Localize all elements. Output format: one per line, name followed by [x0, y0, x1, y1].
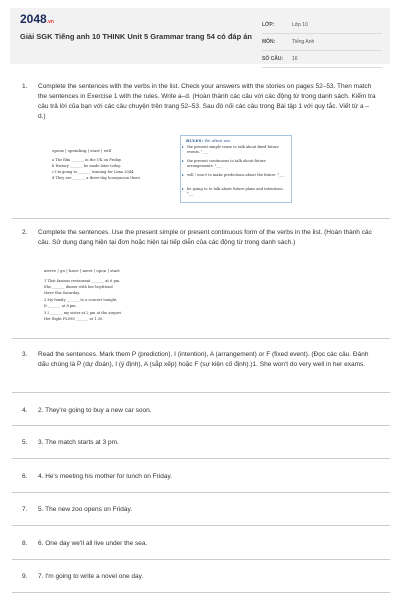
divider — [12, 425, 390, 426]
document-header — [10, 8, 390, 64]
rule-item: ▸ the present continuous to talk about future arrangements. ²___ — [187, 159, 287, 169]
exercise1-line: a The film _______ in the UK on Friday. — [52, 158, 122, 162]
page-title: Giải SGK Tiếng anh 10 THINK Unit 5 Grammar trang 54 có đáp án — [20, 32, 252, 41]
meta-value: Tiếng Anh — [292, 39, 315, 45]
question-text: Complete the sentences. Use the present simple or present continuous form of the verbs in the list. (Hoàn thành các câu. Sử dụng dạng hiện tại đơn hoặc hiện tại tiếp diễn của các động từ trong danh sách.) — [38, 229, 372, 246]
question-text: 7. I'm going to write a novel one day. — [38, 573, 144, 580]
meta-table — [262, 17, 382, 68]
exercise1-line: b History _______ be made later today. — [52, 164, 121, 168]
question-1 — [22, 82, 377, 124]
exercise2-line: She _______ dinner with her boyfriend — [44, 285, 113, 289]
rule-item: ▸ will / won't to make predictions about the future. ³___ — [187, 173, 287, 178]
exercise1-line: c I'm going to _______ training for Lima 2044. — [52, 170, 135, 174]
question-number: 1. — [22, 83, 28, 90]
exercise2-line: It _______ at 8 pm. — [44, 304, 77, 308]
question-text: Complete the sentences with the verbs in the list. Check your answers with the stories on pages 52–53. Then match the sentences in Exercise 1 with the rules. Write a–d. (Hoàn thành các câu với các động từ trong danh sách. Kiểm tra câu trả lời của bạn với các câu chuyện trên trang 52–53. Sau đó nối các câu trong Bài tập 1 với quy tắc. Viết từ a – d.) — [38, 83, 376, 120]
exercise1-line: d They are _______ a three-day honeymoon there. — [52, 176, 142, 180]
question-number: 9. — [22, 573, 28, 580]
logo-text: 2048 — [20, 12, 47, 26]
meta-value: Lớp 10 — [292, 22, 308, 28]
exercise2-line: 1 That famous restaurant _______ at 6 pm. — [44, 279, 121, 283]
meta-row-grade — [262, 17, 382, 34]
rules-box — [180, 135, 292, 203]
meta-key: LỚP: — [262, 22, 275, 28]
rule-item: ▸ be going to to talk about future plans and intentions. ⁴___ — [187, 187, 287, 197]
question-text: 6. One day we'll all live under the sea. — [38, 540, 148, 547]
question-2 — [22, 228, 377, 260]
exercise2-line: 3 I _______ my sister at 2 pm at the airport. — [44, 311, 123, 315]
question-number: 8. — [22, 540, 28, 547]
exercise1-word-list: opens | spending | start | will — [52, 148, 111, 153]
divider — [12, 392, 390, 393]
divider — [12, 492, 390, 493]
question-text: 2. They're going to buy a new car soon. — [38, 407, 152, 414]
site-logo[interactable] — [20, 12, 54, 26]
exercise2-line: 2 My family _______ to a concert tonight. — [44, 298, 118, 302]
exercise2-word-list: arrive | go | have | meet | open | start — [44, 268, 120, 273]
divider — [12, 592, 390, 593]
question-text: 3. The match starts at 3 pm. — [38, 439, 119, 446]
meta-row-subject — [262, 34, 382, 51]
question-number: 2. — [22, 229, 28, 236]
divider — [12, 458, 390, 459]
question-3 — [22, 350, 377, 382]
rule-item: ▸ the present simple tense to talk about fixed future events. ¹___ — [187, 145, 287, 155]
rules-heading: We often use — [204, 138, 231, 143]
divider — [12, 559, 390, 560]
divider — [12, 338, 390, 339]
question-text: 5. The new zoo opens on Friday. — [38, 506, 133, 513]
rules-title — [186, 138, 230, 143]
question-text: Read the sentences. Mark them P (prediction), I (intention), A (arrangement) or F (fixed event). (Đọc các câu. Đánh dấu chúng là P (dự đoán), I (ý định), A (sắp xếp) hoặc F (sự kiện cố định).)1. She won't do very well in her exams. — [38, 351, 369, 368]
question-number: 7. — [22, 506, 28, 513]
meta-key: MÔN: — [262, 39, 276, 45]
question-number: 6. — [22, 473, 28, 480]
divider — [12, 525, 390, 526]
meta-value: 16 — [292, 56, 298, 62]
exercise2-line: there this Saturday. — [44, 291, 80, 295]
question-number: 4. — [22, 407, 28, 414]
meta-row-count — [262, 51, 382, 68]
question-text: 4. He's meeting his mother for lunch on Friday. — [38, 473, 173, 480]
rules-label: RULES: — [186, 138, 204, 143]
question-number: 3. — [22, 351, 28, 358]
exercise2-line: Her flight FL098 _______ at 1.30. — [44, 317, 104, 321]
question-number: 5. — [22, 439, 28, 446]
divider — [12, 218, 390, 219]
meta-key: SỐ CÂU: — [262, 56, 284, 62]
logo-suffix: .vn — [46, 19, 54, 25]
